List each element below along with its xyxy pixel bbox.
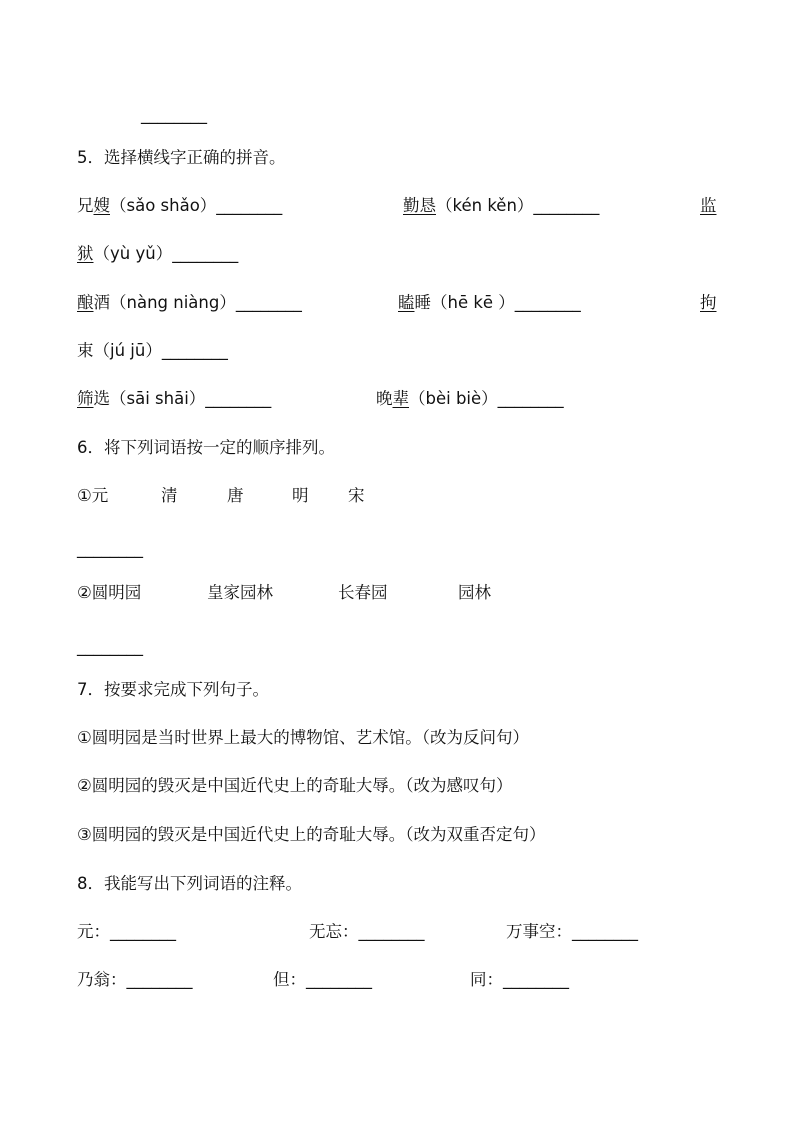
q6-answer-blank-2[interactable]: ________: [77, 637, 143, 656]
q7-sentence-2: ②圆明园的毁灭是中国近代史上的奇耻大辱。（改为感叹句）: [77, 776, 513, 795]
q5-underlined-word: 勤恳: [403, 196, 436, 215]
answer-blank[interactable]: ________: [141, 105, 207, 124]
q5-item-options[interactable]: 酒（nàng niàng）________: [93, 293, 302, 312]
q5-item-options[interactable]: （sǎo shǎo）________: [110, 196, 283, 215]
q5-underlined-char: 拘: [700, 293, 717, 312]
q5-item-options[interactable]: （yù yǔ）________: [93, 244, 239, 263]
q6-word-garden: 园林: [458, 583, 491, 602]
q5-item-text: 晚: [376, 389, 393, 408]
q6-word-imperial-garden: 皇家园林: [207, 583, 273, 602]
q5-underlined-char: 狱: [77, 244, 94, 263]
q5-item-sister-in-law: [77, 195, 282, 217]
q6-word-yuanmingyuan: ②圆明园: [77, 583, 142, 602]
q5-underlined-char: 酿: [77, 293, 94, 312]
q5-item-options[interactable]: （bèi biè）________: [409, 389, 564, 408]
q6-answer-blank-1[interactable]: ________: [77, 539, 143, 558]
q5-item-prison-start: [700, 195, 717, 217]
q5-item-younger-generation: [376, 388, 564, 410]
q5-underlined-char: 瞌: [398, 293, 415, 312]
q6-title: 6．将下列词语按一定的顺序排列。: [77, 438, 335, 457]
q8-item-dan[interactable]: 但：________: [273, 970, 372, 989]
q5-item-prison-end: [77, 243, 238, 265]
q8-item-tong[interactable]: 同：________: [470, 970, 569, 989]
q8-item-naiweng[interactable]: 乃翁：________: [77, 970, 193, 989]
q7-sentence-1: ①圆明园是当时世界上最大的博物馆、艺术馆。（改为反问句）: [77, 728, 530, 747]
q6-word-ming: 明: [292, 486, 309, 505]
q5-item-doze: [398, 292, 581, 314]
q5-item-restrain-start: [700, 292, 717, 314]
q6-word-changchunyuan: 长春园: [338, 583, 388, 602]
q5-item-restrain-end[interactable]: 束（jú jū）________: [77, 341, 228, 360]
q7-title: 7．按要求完成下列句子。: [77, 680, 269, 699]
q5-item-diligent: [403, 195, 599, 217]
q5-item-options[interactable]: 睡（hē kē ）________: [414, 293, 581, 312]
q8-title: 8．我能写出下列词语的注释。: [77, 874, 302, 893]
q5-item-brew: [77, 292, 302, 314]
q8-item-yuan[interactable]: 元：________: [77, 922, 176, 941]
q5-item-options[interactable]: 选（sāi shāi）________: [93, 389, 272, 408]
q6-word-yuan: ①元: [77, 486, 109, 505]
q7-sentence-3: ③圆明园的毁灭是中国近代史上的奇耻大辱。（改为双重否定句）: [77, 825, 546, 844]
q5-item-sieve: [77, 388, 271, 410]
q6-word-song: 宋: [348, 486, 365, 505]
q5-underlined-char: 辈: [392, 389, 409, 408]
q5-item-text: 兄: [77, 196, 94, 215]
q5-item-options[interactable]: （kén kěn）________: [436, 196, 600, 215]
q5-underlined-char: 监: [700, 196, 717, 215]
q8-item-wuwang[interactable]: 无忘：________: [309, 922, 425, 941]
q6-word-qing: 清: [161, 486, 178, 505]
q5-title: 5．选择横线字正确的拼音。: [77, 148, 286, 167]
q5-underlined-char: 嫂: [93, 196, 110, 215]
q8-item-wanshikong[interactable]: 万事空：________: [506, 922, 638, 941]
q6-word-tang: 唐: [227, 486, 244, 505]
q5-underlined-char: 筛: [77, 389, 94, 408]
